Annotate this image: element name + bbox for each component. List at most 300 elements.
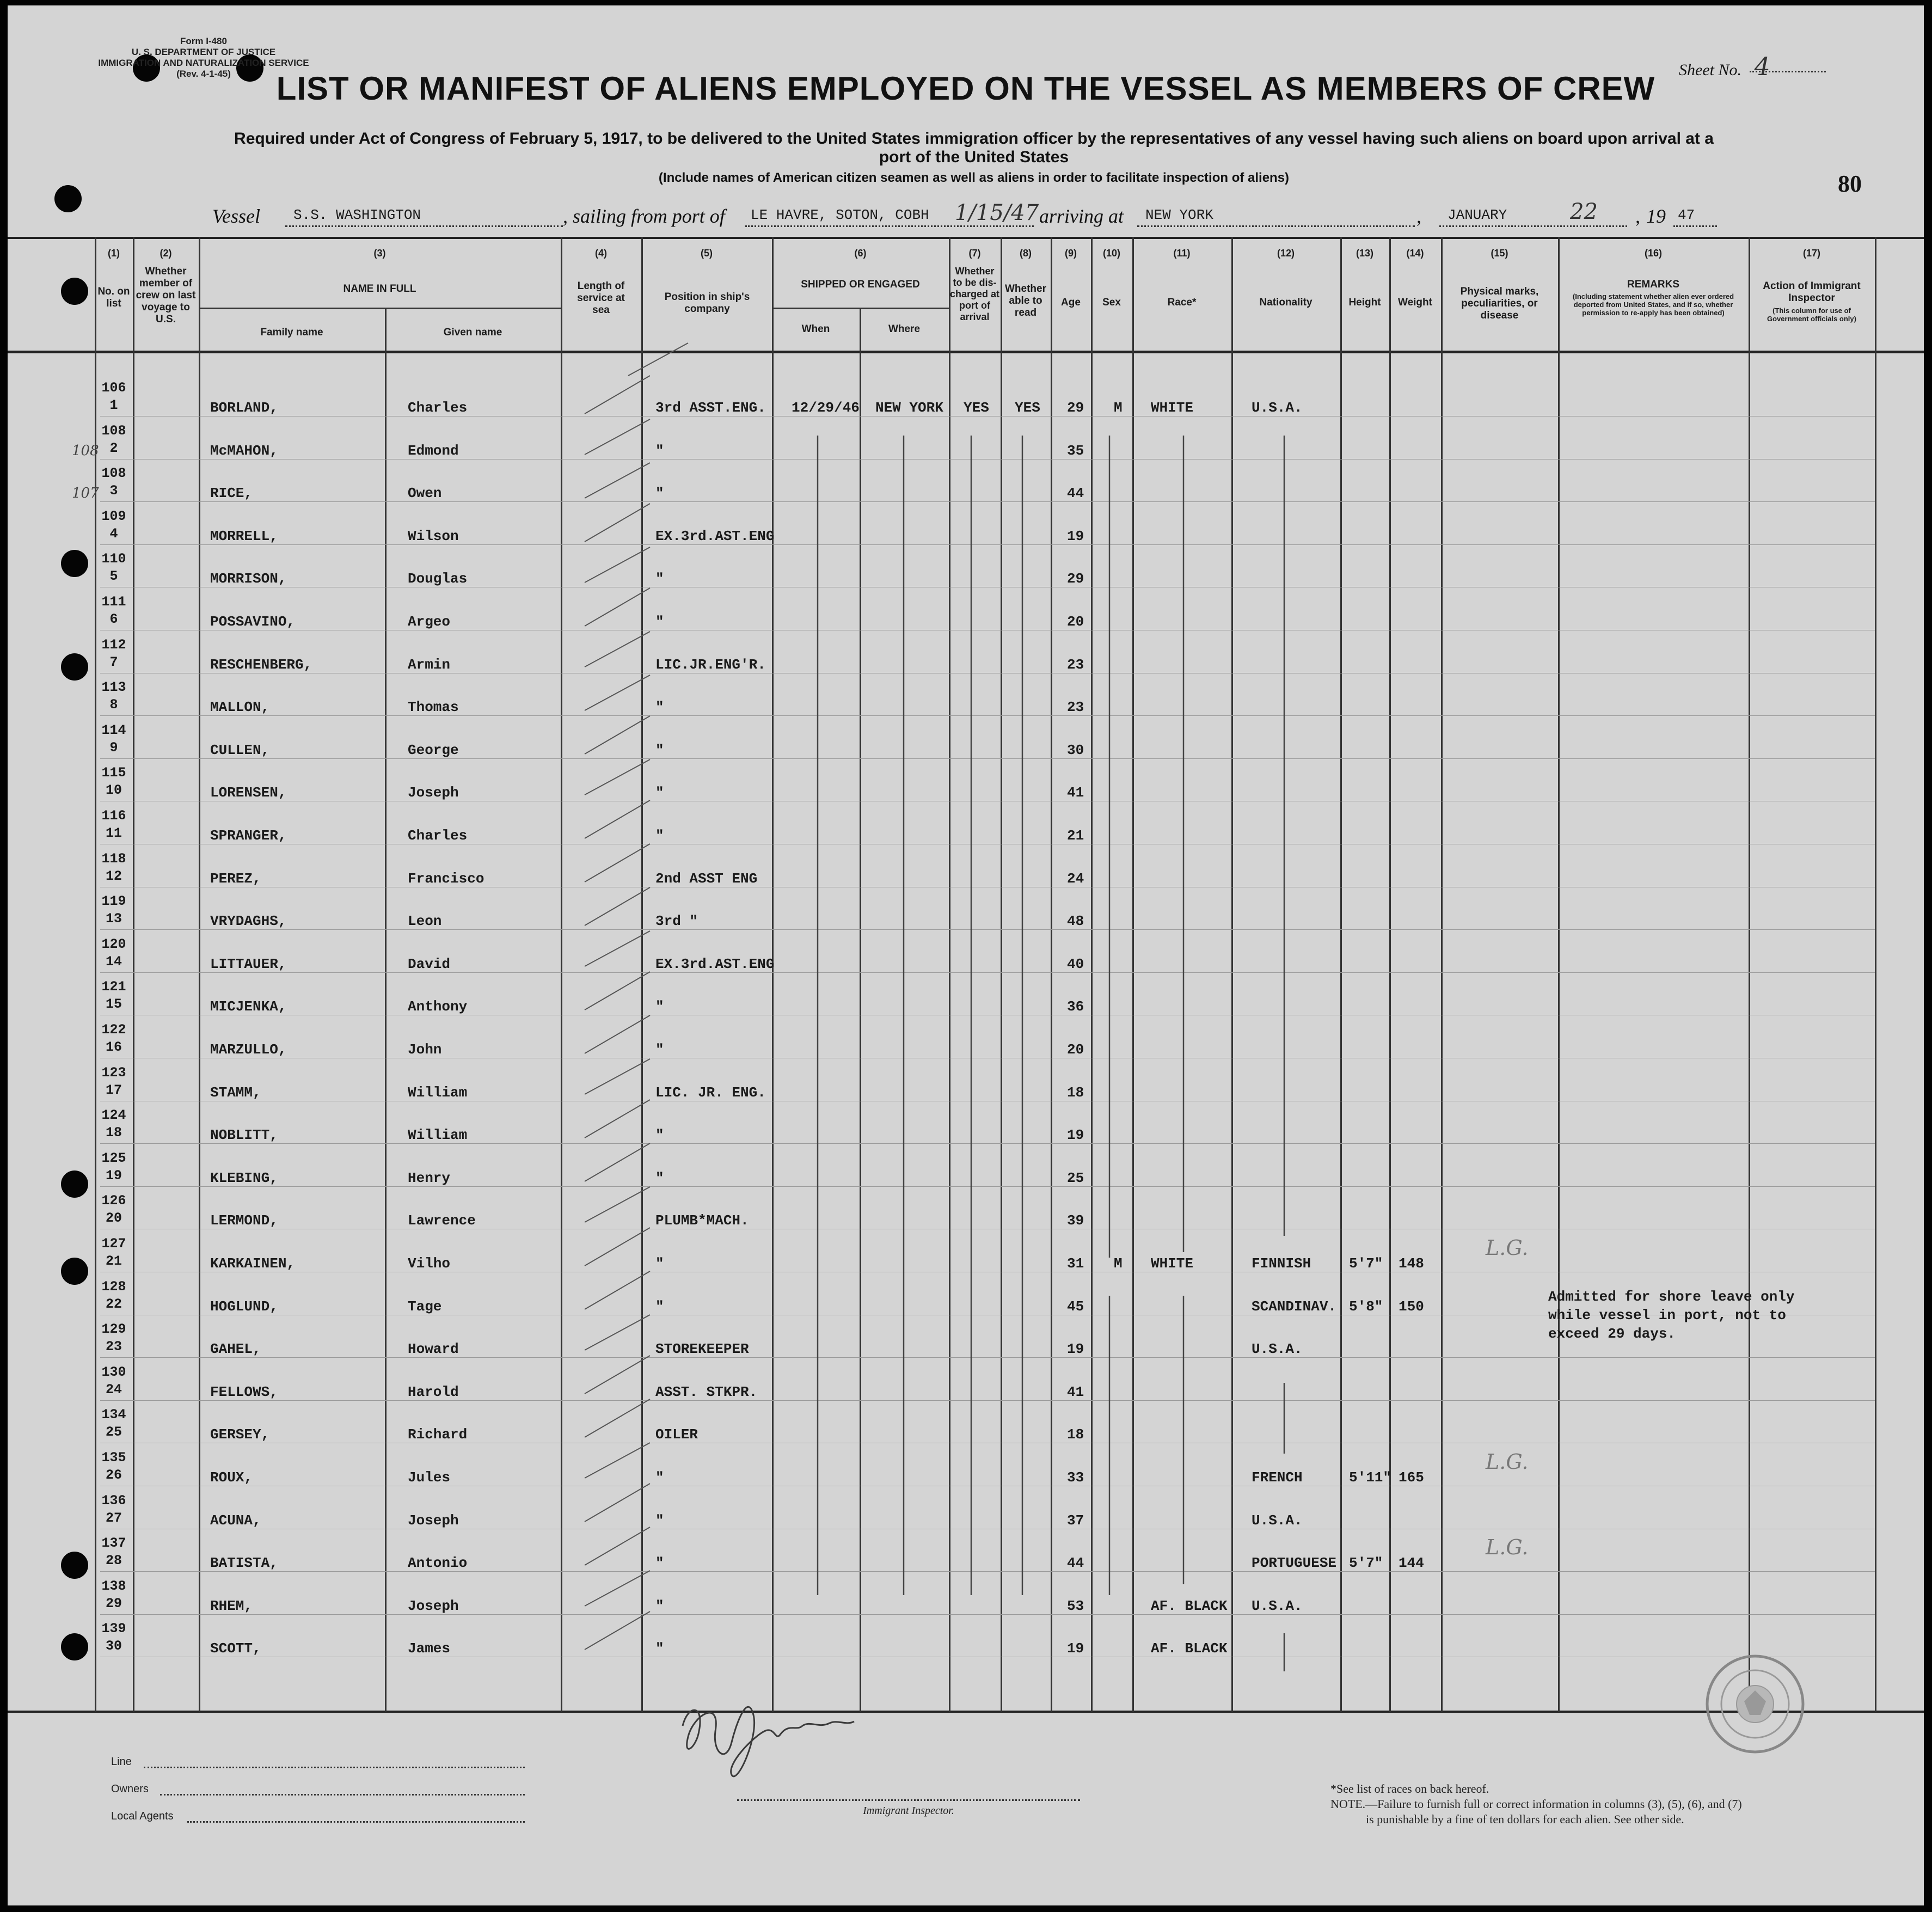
cell-row-number: 115 (101, 765, 126, 781)
column-number: (15) (1491, 248, 1508, 259)
cell-row-number: 124 (101, 1107, 126, 1123)
cell-position: " (655, 614, 664, 630)
remarks-line-3: exceed 29 days. (1548, 1326, 1676, 1342)
sailing-label: , sailing from port of (563, 205, 725, 227)
cell-position: EX.3rd.AST.ENG (655, 528, 775, 544)
column-header-shipped: SHIPPED OR ENGAGED (801, 279, 920, 290)
cell-family-name: LERMOND, (210, 1212, 278, 1229)
remarks-line-1: Admitted for shore leave only (1548, 1289, 1795, 1305)
cell-able-to-read-flag: YES (1015, 400, 1040, 416)
cell-row-number: 111 (101, 594, 126, 610)
cell-row-number: 125 (101, 1150, 126, 1166)
cell-given-name: Antonio (408, 1555, 468, 1571)
cell-family-name: NOBLITT, (210, 1127, 278, 1143)
cell-position: " (655, 1640, 664, 1657)
cell-nationality: U.S.A. (1252, 1598, 1303, 1614)
cell-row-number: 123 (101, 1065, 126, 1081)
cell-given-name: Douglas (408, 571, 468, 587)
crew-row (8, 508, 1924, 551)
cell-row-number: 139 (101, 1621, 126, 1637)
cell-sex: M (1114, 1255, 1123, 1272)
requirement-line-2: port of the United States (879, 148, 1069, 166)
column-number: (11) (1173, 248, 1191, 259)
column-number: (16) (1644, 248, 1662, 259)
crew-row (8, 1621, 1924, 1663)
cell-age: 40 (1067, 956, 1084, 972)
remarks-line-2: while vessel in port, not to (1548, 1307, 1786, 1323)
column-header-when: When (801, 323, 830, 335)
cell-nationality: FRENCH (1252, 1469, 1303, 1486)
manifest-sheet (8, 5, 1924, 1905)
cell-row-sub-number: 16 (105, 1039, 122, 1055)
cell-row-sub-number: 5 (109, 568, 118, 584)
cell-position: " (655, 1555, 664, 1571)
cell-given-name: Owen (408, 485, 442, 501)
cell-weight: 144 (1399, 1555, 1424, 1571)
cell-row-number: 114 (101, 722, 126, 738)
crew-row (8, 1407, 1924, 1449)
cell-family-name: VRYDAGHS, (210, 913, 287, 929)
cell-given-name: Henry (408, 1170, 451, 1186)
cell-given-name: Howard (408, 1341, 459, 1357)
cell-row-sub-number: 27 (105, 1510, 122, 1526)
cell-given-name: William (408, 1084, 468, 1101)
cell-row-number: 106 (101, 380, 126, 396)
column-number: (7) (968, 248, 981, 259)
cell-row-sub-number: 10 (105, 782, 122, 798)
cell-row-sub-number: 13 (105, 911, 122, 927)
cell-position: 3rd " (655, 913, 698, 929)
column-header-able-to-read: Whether able to read (1005, 283, 1046, 318)
cell-position: " (655, 1041, 664, 1058)
cell-position: " (655, 1127, 664, 1143)
footer-owners-blank (160, 1794, 525, 1795)
column-header-discharged: Whether to be dis-charged at port of arrival (949, 266, 1000, 322)
crew-row (8, 1107, 1924, 1150)
cell-height: 5'7" (1349, 1255, 1383, 1272)
cell-row-sub-number: 26 (105, 1467, 122, 1483)
cell-row-number: 113 (101, 679, 126, 695)
column-number: (10) (1102, 248, 1120, 259)
crew-row (8, 1065, 1924, 1107)
year-suffix: 47 (1678, 207, 1695, 223)
cell-age: 31 (1067, 1255, 1084, 1272)
column-header-length-of-service: Length of service at sea (577, 280, 625, 316)
cell-given-name: Lawrence (408, 1212, 476, 1229)
cell-row-sub-number: 15 (105, 996, 122, 1012)
cell-age: 20 (1067, 614, 1084, 630)
cell-nationality: U.S.A. (1252, 1341, 1303, 1357)
crew-row (8, 851, 1924, 893)
column-number: (2) (160, 248, 172, 259)
cell-position: LIC. JR. ENG. (655, 1084, 766, 1101)
cell-age: 21 (1067, 828, 1084, 844)
footer-fine-note-1: NOTE.—Failure to furnish full or correct information in columns (3), (5), (6), and (7) (1330, 1797, 1742, 1811)
cell-nationality: U.S.A. (1252, 1512, 1303, 1529)
cell-row-number: 138 (101, 1578, 126, 1594)
column-number: (1) (108, 248, 120, 259)
cell-weight: 165 (1399, 1469, 1424, 1486)
cell-position: " (655, 785, 664, 801)
consulate-seal-stamp (1701, 1650, 1810, 1758)
requirement-line-1: Required under Act of Congress of February 5, 1917, to be delivered to the United States immigration officer by the representatives of any vessel having such aliens on board upon arrival at a (234, 130, 1714, 148)
cell-row-sub-number: 17 (105, 1082, 122, 1098)
cell-shipped-where: NEW YORK (875, 400, 943, 416)
cell-given-name: Francisco (408, 871, 484, 887)
cell-age: 24 (1067, 871, 1084, 887)
column-header-race: Race* (1167, 297, 1197, 308)
cell-position: " (655, 998, 664, 1015)
cell-row-sub-number: 2 (109, 440, 118, 456)
cell-height: 5'8" (1349, 1298, 1383, 1315)
remarks-shore-leave (1548, 1288, 1794, 1343)
cell-row-sub-number: 6 (109, 611, 118, 627)
cell-row-number: 129 (101, 1321, 126, 1337)
cell-nationality: SCANDINAV. (1252, 1298, 1337, 1315)
cell-position: " (655, 485, 664, 501)
cell-given-name: George (408, 742, 459, 758)
cell-row-sub-number: 3 (109, 483, 118, 499)
cell-nationality: PORTUGUESE (1252, 1555, 1337, 1571)
cell-given-name: Leon (408, 913, 442, 929)
column-header-age: Age (1061, 297, 1081, 308)
cell-given-name: Charles (408, 828, 468, 844)
cell-age: 19 (1067, 1127, 1084, 1143)
cell-row-sub-number: 7 (109, 654, 118, 670)
cell-given-name: Tage (408, 1298, 442, 1315)
crew-row (8, 979, 1924, 1021)
sailing-port: LE HAVRE, SOTON, COBH (751, 207, 929, 223)
form-department: U. S. DEPARTMENT OF JUSTICE (131, 47, 276, 57)
cell-family-name: HOGLUND, (210, 1298, 278, 1315)
cell-position: " (655, 828, 664, 844)
crew-row (8, 936, 1924, 979)
cell-position: " (655, 1255, 664, 1272)
cell-height: 5'11" (1349, 1469, 1392, 1486)
cell-age: 20 (1067, 1041, 1084, 1058)
cell-family-name: SCOTT, (210, 1640, 261, 1657)
cell-row-number: 130 (101, 1364, 126, 1380)
column-header-number: No. on list (97, 286, 130, 309)
cell-row-number: 112 (101, 637, 126, 653)
cell-row-sub-number: 25 (105, 1424, 122, 1440)
cell-weight: 148 (1399, 1255, 1424, 1272)
vessel-name: S.S. WASHINGTON (293, 207, 421, 223)
column-header-where: Where (888, 323, 921, 335)
cell-family-name: FELLOWS, (210, 1384, 278, 1400)
cell-row-number: 120 (101, 936, 126, 952)
column-header-position: Position in ship's company (664, 291, 750, 315)
column-number: (12) (1277, 248, 1295, 259)
cell-row-number: 127 (101, 1236, 126, 1252)
cell-given-name: Jules (408, 1469, 451, 1486)
cell-family-name: LORENSEN, (210, 785, 287, 801)
column-header-remarks: REMARKS (1627, 279, 1680, 290)
cell-position: PLUMB*MACH. (655, 1212, 749, 1229)
cell-given-name: Charles (408, 400, 468, 416)
cell-family-name: ACUNA, (210, 1512, 261, 1529)
page-title: LIST OR MANIFEST OF ALIENS EMPLOYED ON THE VESSEL AS MEMBERS OF CREW (276, 70, 1655, 107)
cell-family-name: MICJENKA, (210, 998, 287, 1015)
cell-age: 53 (1067, 1598, 1084, 1614)
cell-age: 18 (1067, 1426, 1084, 1443)
cell-margin-note: 108 (72, 443, 99, 459)
cell-position: 3rd ASST.ENG. (655, 400, 766, 416)
crew-row (8, 1236, 1924, 1278)
column-number: (8) (1020, 248, 1032, 259)
cell-row-sub-number: 4 (109, 526, 118, 542)
crew-row (8, 551, 1924, 593)
cell-family-name: SPRANGER, (210, 828, 287, 844)
cell-family-name: MORRISON, (210, 571, 287, 587)
cell-age: 41 (1067, 785, 1084, 801)
cell-row-number: 126 (101, 1193, 126, 1209)
cell-row-number: 135 (101, 1450, 126, 1466)
cell-family-name: CULLEN, (210, 742, 270, 758)
cell-age: 35 (1067, 443, 1084, 459)
crew-row (8, 637, 1924, 679)
column-number: (13) (1356, 248, 1373, 259)
cell-position: ASST. STKPR. (655, 1384, 758, 1400)
cell-age: 18 (1067, 1084, 1084, 1101)
column-number: (9) (1065, 248, 1077, 259)
cell-given-name: Harold (408, 1384, 459, 1400)
cell-family-name: MALLON, (210, 699, 270, 715)
cell-row-sub-number: 22 (105, 1296, 122, 1312)
cell-sex: M (1114, 400, 1123, 416)
cell-row-number: 128 (101, 1279, 126, 1295)
cell-row-sub-number: 11 (105, 825, 122, 841)
cell-family-name: STAMM, (210, 1084, 261, 1101)
cell-row-sub-number: 29 (105, 1596, 122, 1611)
cell-physical-marks: L.G. (1486, 1236, 1529, 1260)
cell-age: 41 (1067, 1384, 1084, 1400)
cell-position: " (655, 443, 664, 459)
cell-weight: 150 (1399, 1298, 1424, 1315)
cell-age: 45 (1067, 1298, 1084, 1315)
cell-given-name: Wilson (408, 528, 459, 544)
cell-race: AF. BLACK (1151, 1598, 1228, 1614)
cell-age: 30 (1067, 742, 1084, 758)
cell-row-number: 118 (101, 851, 126, 867)
column-header-last-voyage: Whether member of crew on last voyage to U.S. (136, 266, 196, 325)
column-header-name: NAME IN FULL (343, 283, 416, 295)
cell-given-name: Joseph (408, 785, 459, 801)
cell-nationality: FINNISH (1252, 1255, 1311, 1272)
crew-row (8, 1578, 1924, 1621)
remarks-instructions: (Including statement whether alien ever ordered deported from United States, and if so, whether permission to re-apply has been obtained) (1572, 292, 1734, 317)
cell-row-number: 137 (101, 1535, 126, 1551)
crew-row (8, 1364, 1924, 1407)
cell-row-sub-number: 20 (105, 1210, 122, 1226)
cell-position: LIC.JR.ENG'R. (655, 657, 766, 673)
sailing-date: 1/15/47 (955, 200, 1039, 225)
cell-family-name: BATISTA, (210, 1555, 278, 1571)
column-header-physical-marks: Physical marks, peculiarities, or disease (1460, 286, 1539, 321)
cell-position: " (655, 1598, 664, 1614)
footer-agents-blank (187, 1821, 525, 1823)
cell-given-name: Vilho (408, 1255, 451, 1272)
crew-row (8, 380, 1924, 422)
crew-row (8, 1493, 1924, 1535)
cell-row-number: 108 (101, 465, 126, 481)
column-header-family-name: Family name (260, 327, 323, 338)
cell-given-name: William (408, 1127, 468, 1143)
sheet-number-value: 4 (1754, 52, 1770, 81)
cell-family-name: McMAHON, (210, 443, 278, 459)
cell-position: " (655, 1170, 664, 1186)
cell-row-sub-number: 28 (105, 1553, 122, 1568)
cell-row-sub-number: 12 (105, 868, 122, 884)
cell-row-sub-number: 21 (105, 1253, 122, 1269)
arrival-day: 22 (1570, 199, 1598, 224)
column-number: (3) (373, 248, 386, 259)
cell-family-name: GERSEY, (210, 1426, 270, 1443)
cell-row-sub-number: 19 (105, 1168, 122, 1184)
arrival-port: NEW YORK (1145, 207, 1213, 223)
crew-row (8, 808, 1924, 850)
cell-age: 44 (1067, 485, 1084, 501)
column-number: (5) (701, 248, 713, 259)
cell-race: AF. BLACK (1151, 1640, 1228, 1657)
crew-row (8, 594, 1924, 636)
cell-family-name: RICE, (210, 485, 253, 501)
cell-family-name: MARZULLO, (210, 1041, 287, 1058)
cell-race: WHITE (1151, 1255, 1194, 1272)
cell-age: 44 (1067, 1555, 1084, 1571)
cell-position: EX.3rd.AST.ENG (655, 956, 775, 972)
cell-row-sub-number: 18 (105, 1125, 122, 1141)
cell-family-name: POSSAVINO, (210, 614, 296, 630)
include-note: (Include names of American citizen seamen as well as aliens in order to facilitate inspection of aliens) (658, 170, 1290, 185)
cell-given-name: Armin (408, 657, 451, 673)
crew-row (8, 1193, 1924, 1235)
column-header-nationality: Nationality (1259, 297, 1312, 308)
cell-shipped-when: 12/29/46 (792, 400, 860, 416)
cell-row-sub-number: 24 (105, 1382, 122, 1398)
cell-family-name: RHEM, (210, 1598, 253, 1614)
signature (672, 1682, 879, 1791)
cell-given-name: Richard (408, 1426, 468, 1443)
cell-age: 19 (1067, 528, 1084, 544)
form-number: Form I-480 (180, 36, 227, 46)
crew-row (8, 722, 1924, 765)
crew-row (8, 1150, 1924, 1193)
cell-family-name: MORRELL, (210, 528, 278, 544)
form-service: IMMIGRATION AND NATURALIZATION SERVICE (98, 58, 309, 68)
arriving-label: arriving at (1039, 205, 1124, 227)
cell-position: STOREKEEPER (655, 1341, 749, 1357)
cell-position: " (655, 1512, 664, 1529)
footer-races-note: *See list of races on back hereof. (1330, 1782, 1489, 1795)
cell-row-number: 110 (101, 551, 126, 567)
footer-inspector-label: Immigrant Inspector. (863, 1805, 954, 1817)
cell-age: 29 (1067, 571, 1084, 587)
cell-age: 25 (1067, 1170, 1084, 1186)
column-header-height: Height (1348, 297, 1381, 308)
column-number: (17) (1802, 248, 1820, 259)
cell-family-name: RESCHENBERG, (210, 657, 312, 673)
cell-given-name: Joseph (408, 1512, 459, 1529)
cell-age: 48 (1067, 913, 1084, 929)
footer-line-label: Line (111, 1756, 132, 1768)
column-header-given-name: Given name (443, 327, 502, 338)
cell-position: OILER (655, 1426, 698, 1443)
column-number: (4) (595, 248, 607, 259)
cell-row-sub-number: 9 (109, 740, 118, 756)
cell-given-name: David (408, 956, 451, 972)
cell-family-name: PEREZ, (210, 871, 261, 887)
cell-position: " (655, 1298, 664, 1315)
column-number: (14) (1406, 248, 1424, 259)
crew-row (8, 893, 1924, 936)
cell-row-number: 136 (101, 1493, 126, 1509)
column-header-sex: Sex (1102, 297, 1121, 308)
comma-separator: , (1635, 205, 1640, 227)
cell-row-number: 109 (101, 508, 126, 524)
cell-row-sub-number: 8 (109, 697, 118, 713)
crew-row (8, 1535, 1924, 1578)
column-header-inspector-action: Action of Immigrant Inspector (1763, 280, 1861, 304)
cell-position: 2nd ASST ENG (655, 871, 758, 887)
cell-height: 5'7" (1349, 1555, 1383, 1571)
cell-discharged-flag: YES (964, 400, 989, 416)
footer-agents-label: Local Agents (111, 1810, 174, 1822)
crew-row (8, 423, 1924, 465)
cell-given-name: Anthony (408, 998, 468, 1015)
cell-family-name: LITTAUER, (210, 956, 287, 972)
cell-nationality: U.S.A. (1252, 400, 1303, 416)
cell-given-name: Joseph (408, 1598, 459, 1614)
cell-age: 23 (1067, 699, 1084, 715)
cell-age: 19 (1067, 1640, 1084, 1657)
cell-age: 36 (1067, 998, 1084, 1015)
cell-position: " (655, 699, 664, 715)
cell-age: 23 (1067, 657, 1084, 673)
comma-separator: , (1416, 205, 1421, 227)
arrival-month: JANUARY (1448, 207, 1507, 223)
cell-family-name: BORLAND, (210, 400, 278, 416)
cell-row-sub-number: 1 (109, 397, 118, 413)
cell-position: " (655, 1469, 664, 1486)
cell-physical-marks: L.G. (1486, 1450, 1529, 1474)
cell-family-name: KARKAINEN, (210, 1255, 296, 1272)
cell-row-sub-number: 14 (105, 954, 122, 970)
cell-family-name: ROUX, (210, 1469, 253, 1486)
cell-row-number: 116 (101, 808, 126, 824)
cell-age: 33 (1067, 1469, 1084, 1486)
cell-row-number: 134 (101, 1407, 126, 1423)
cell-row-number: 108 (101, 423, 126, 439)
vessel-label: Vessel (212, 205, 260, 227)
crew-row (8, 765, 1924, 807)
cell-age: 37 (1067, 1512, 1084, 1529)
cell-family-name: KLEBING, (210, 1170, 278, 1186)
footer-owners-label: Owners (111, 1783, 149, 1795)
cell-age: 19 (1067, 1341, 1084, 1357)
cell-given-name: James (408, 1640, 451, 1657)
year-prefix: 19 (1646, 205, 1666, 227)
form-revision: (Rev. 4-1-45) (176, 69, 231, 79)
cell-age: 29 (1067, 400, 1084, 416)
page-number: 80 (1838, 170, 1862, 197)
cell-given-name: Argeo (408, 614, 451, 630)
cell-row-sub-number: 30 (105, 1638, 122, 1654)
crew-row (8, 1450, 1924, 1492)
inspector-signature-line (737, 1799, 1080, 1801)
cell-row-sub-number: 23 (105, 1339, 122, 1355)
cell-row-number: 121 (101, 979, 126, 995)
